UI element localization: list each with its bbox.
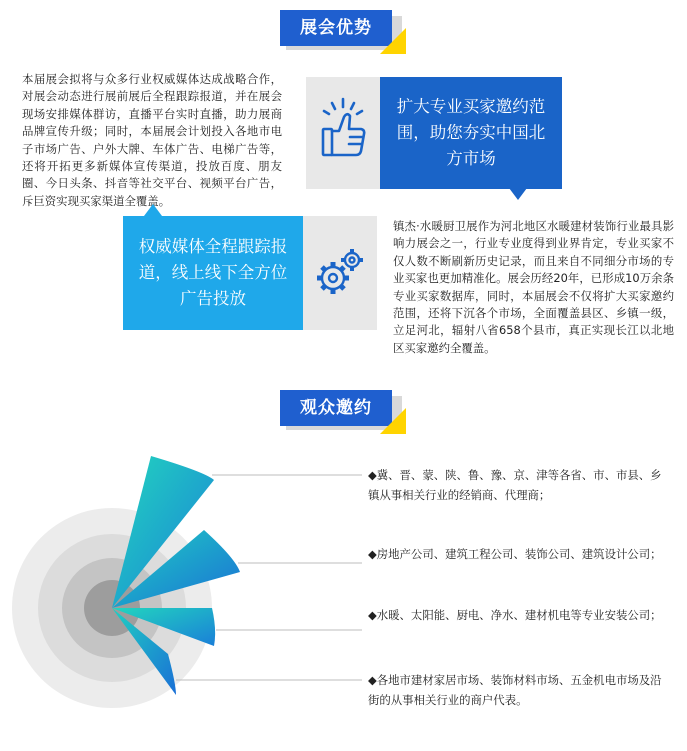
buyer-invitation-callout: [380, 77, 562, 189]
media-coverage-callout: [123, 216, 303, 330]
audience-item: ◆各地市建材家居市场、装饰材料市场、五金机电市场及沿街的从事相关行业的商户代表。: [368, 673, 662, 707]
section-title-audience: [280, 390, 406, 434]
callout-pointer: [144, 204, 162, 216]
audience-radial-graphic: [0, 440, 370, 751]
media-paragraph: 本届展会拟将与众多行业权威媒体达成战略合作，对展会动态进行展前展后全程跟踪报道，并在展会现场安排媒体群访，直播平台实时直播，助力展商品牌宣传升级；同时，本届展会计划投入各地市电子市场广告、户外大牌、车体广告、电梯广告等，还将开拓更多新媒体宣传渠道，投放百度、朋友圈、今日头条、抖音等社交平台、视频平台广告，斥巨资实现买家渠道全覆盖。: [22, 72, 282, 208]
gears-icon: [303, 216, 377, 330]
section-title-advantages: [280, 10, 406, 54]
audience-item: ◆房地产公司、建筑工程公司、装饰公司、建筑设计公司；: [368, 547, 662, 561]
callout-icon-panel: [306, 77, 380, 189]
media-coverage-text: 权威媒体全程跟踪报道，线上线下全方位广告投放: [138, 237, 288, 308]
buyer-invitation-text: 扩大专业买家邀约范围，助您夯实中国北方市场: [396, 97, 546, 168]
callout-pointer: [509, 188, 527, 200]
thumbs-up-icon: [306, 77, 380, 189]
buyer-paragraph: 镇杰·水暖厨卫展作为河北地区水暖建材装饰行业最具影响力展会之一，行业专业度得到业界肯定，专业买家不仅人数不断刷新历史记录，而且来自不同细分市场的专业买家也更加精准化。展会历经20年，已形成10万余条专业买家数据库，同时，本届展会不仅将扩大买家邀约范围，还将下沉各个市场，全面覆盖县区、乡镇一级，立足河北，辐射八省658个县市，真正实现长江以北地区买家邀约全覆盖。: [393, 219, 674, 355]
section-title-label: 展会优势: [300, 18, 372, 38]
callout-icon-panel: [303, 216, 377, 330]
section-title-label: 观众邀约: [300, 398, 372, 418]
audience-item: ◆冀、晋、蒙、陕、鲁、豫、京、津等各省、市、市县、乡镇从事相关行业的经销商、代理商；: [368, 468, 662, 502]
audience-item: ◆水暖、太阳能、厨电、净水、建材机电等专业安装公司；: [368, 608, 662, 622]
